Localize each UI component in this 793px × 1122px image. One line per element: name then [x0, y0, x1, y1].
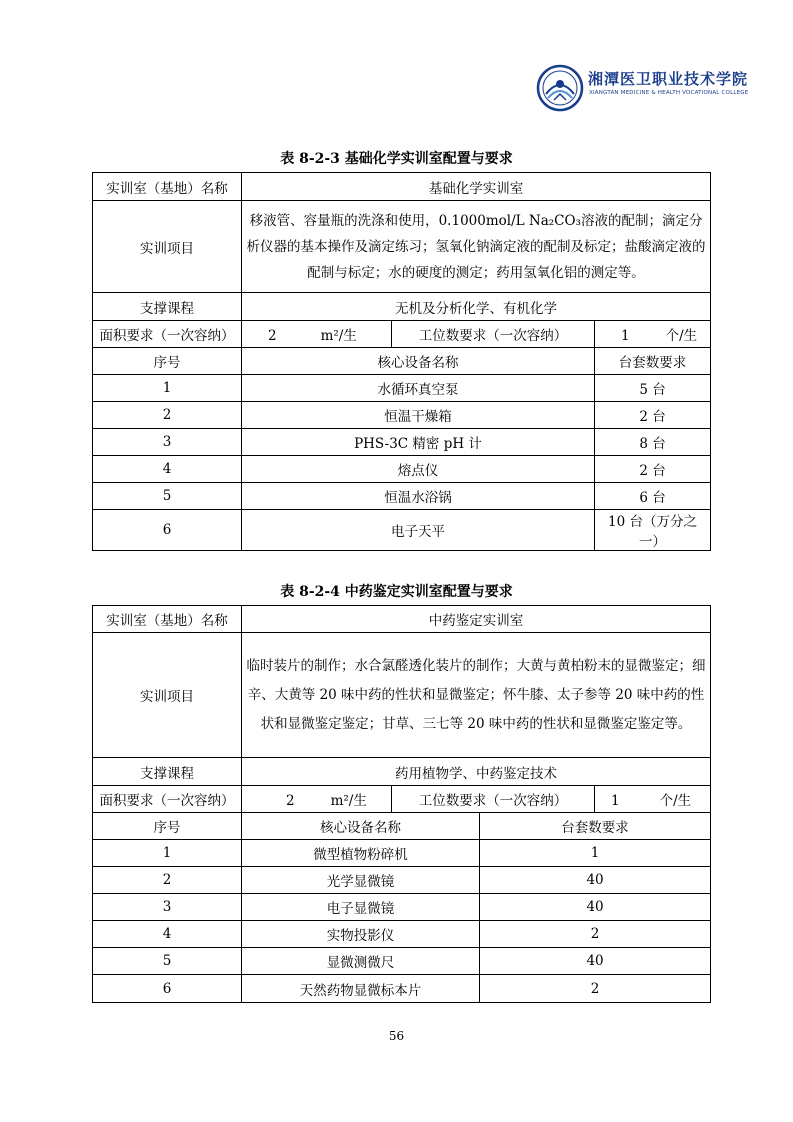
row-no: 3: [93, 894, 242, 921]
room-label: 实训室（基地）名称: [93, 173, 242, 201]
project-value: 移液管、容量瓶的洗涤和使用，0.1000mol/L Na₂CO₃溶液的配制；滴定分析仪器的基本操作及滴定练习；氢氧化钠滴定液的配制及标定；盐酸滴定液的配制与标定；水的硬度的测定；药用氢氧化铝的测定等。: [246, 212, 706, 281]
row-device: 恒温水浴锅: [242, 483, 595, 510]
area-unit: m²/生: [320, 328, 357, 344]
station-unit: 个/生: [659, 793, 692, 809]
row-device: 实物投影仪: [242, 921, 480, 948]
table-row: [93, 483, 711, 510]
area-unit: m²/生: [330, 793, 367, 809]
row-device: 电子天平: [242, 510, 595, 551]
row-count: 40: [480, 894, 711, 921]
table2-caption: 表 8-2-4 中药鉴定实训室配置与要求: [280, 584, 513, 600]
row-no: 5: [93, 948, 242, 975]
row-device: 恒温干燥箱: [242, 402, 595, 429]
course-value: 无机及分析化学、有机化学: [242, 293, 711, 321]
col-device-header: 核心设备名称: [242, 813, 480, 840]
area-label: 面积要求（一次容纳）: [93, 786, 242, 813]
row-no: 1: [93, 840, 242, 867]
area-label: 面积要求（一次容纳）: [93, 321, 242, 348]
row-count: 2: [480, 921, 711, 948]
row-no: 3: [93, 429, 242, 456]
table-header-row: [93, 813, 711, 840]
college-seal-icon: [536, 64, 584, 112]
row-count: 5 台: [595, 375, 711, 402]
col-no-header: 序号: [93, 813, 242, 840]
station-unit: 个/生: [665, 328, 698, 344]
tcm-identification-lab-table: [92, 605, 711, 1003]
basic-chemistry-lab-table: [92, 172, 711, 551]
row-count: 2 台: [595, 402, 711, 429]
table-row: [93, 606, 711, 633]
row-device: 微型植物粉碎机: [242, 840, 480, 867]
table-row: [93, 321, 711, 348]
station-label: 工位数要求（一次容纳）: [392, 786, 595, 813]
table-row: [93, 293, 711, 321]
table-row: [93, 402, 711, 429]
table-row: [93, 948, 711, 975]
row-no: 1: [93, 375, 242, 402]
row-count: 1: [480, 840, 711, 867]
table-row: [93, 456, 711, 483]
row-device: 天然药物显微标本片: [242, 975, 480, 1003]
row-count: 2: [480, 975, 711, 1003]
row-no: 6: [93, 510, 242, 551]
row-device: 显微测微尺: [242, 948, 480, 975]
table-row: [93, 786, 711, 813]
row-no: 2: [93, 402, 242, 429]
station-value: 1: [621, 328, 630, 344]
page-number: 56: [388, 1029, 405, 1043]
row-no: 4: [93, 921, 242, 948]
project-label: 实训项目: [93, 201, 242, 293]
table-row: [93, 510, 711, 551]
area-value: 2: [286, 793, 295, 809]
row-count: 40: [480, 867, 711, 894]
row-count: 8 台: [595, 429, 711, 456]
station-cell: [595, 786, 711, 813]
row-no: 4: [93, 456, 242, 483]
col-count-header: 台套数要求: [595, 348, 711, 375]
course-value: 药用植物学、中药鉴定技术: [242, 758, 711, 786]
station-label: 工位数要求（一次容纳）: [392, 321, 595, 348]
col-no-header: 序号: [93, 348, 242, 375]
course-label: 支撑课程: [93, 293, 242, 321]
room-value: 中药鉴定实训室: [242, 606, 711, 633]
row-no: 6: [93, 975, 242, 1003]
table-row: [93, 633, 711, 758]
row-count: 10 台（万分之一）: [595, 510, 711, 551]
table-header-row: [93, 348, 711, 375]
row-device: 光学显微镜: [242, 867, 480, 894]
row-device: 熔点仪: [242, 456, 595, 483]
area-cell: [242, 321, 392, 348]
table-row: [93, 975, 711, 1003]
college-name-en: XIANGTAN MEDICINE & HEALTH VOCATIONAL COLLEGE: [589, 90, 749, 96]
area-value: 2: [268, 328, 277, 344]
row-device: PHS-3C 精密 pH 计: [242, 429, 595, 456]
course-label: 支撑课程: [93, 758, 242, 786]
station-cell: [595, 321, 711, 348]
row-count: 2 台: [595, 456, 711, 483]
college-logo: [536, 64, 749, 112]
table-row: [93, 840, 711, 867]
station-value: 1: [611, 793, 620, 809]
area-cell: [242, 786, 392, 813]
row-count: 40: [480, 948, 711, 975]
college-name-cn: 湘潭医卫职业技术学院: [588, 70, 749, 88]
row-no: 5: [93, 483, 242, 510]
room-value: 基础化学实训室: [242, 173, 711, 201]
table-row: [93, 375, 711, 402]
table-row: [93, 921, 711, 948]
table1-caption: 表 8-2-3 基础化学实训室配置与要求: [280, 151, 513, 167]
table-row: [93, 173, 711, 201]
row-no: 2: [93, 867, 242, 894]
col-device-header: 核心设备名称: [242, 348, 595, 375]
row-count: 6 台: [595, 483, 711, 510]
room-label: 实训室（基地）名称: [93, 606, 242, 633]
col-count-header: 台套数要求: [480, 813, 711, 840]
table-row: [93, 429, 711, 456]
table-row: [93, 201, 711, 293]
row-device: 水循环真空泵: [242, 375, 595, 402]
table-row: [93, 894, 711, 921]
project-label: 实训项目: [93, 633, 242, 758]
row-device: 电子显微镜: [242, 894, 480, 921]
project-value: 临时装片的制作；水合氯醛透化装片的制作；大黄与黄柏粉末的显微鉴定；细辛、大黄等 20 味中药的性状和显微鉴定；怀牛膝、太子参等 20 味中药的性状和显微鉴定鉴定；甘草、三七等 20 味中药的性状和显微鉴定鉴定等。: [246, 657, 706, 732]
table-row: [93, 867, 711, 894]
table-row: [93, 758, 711, 786]
